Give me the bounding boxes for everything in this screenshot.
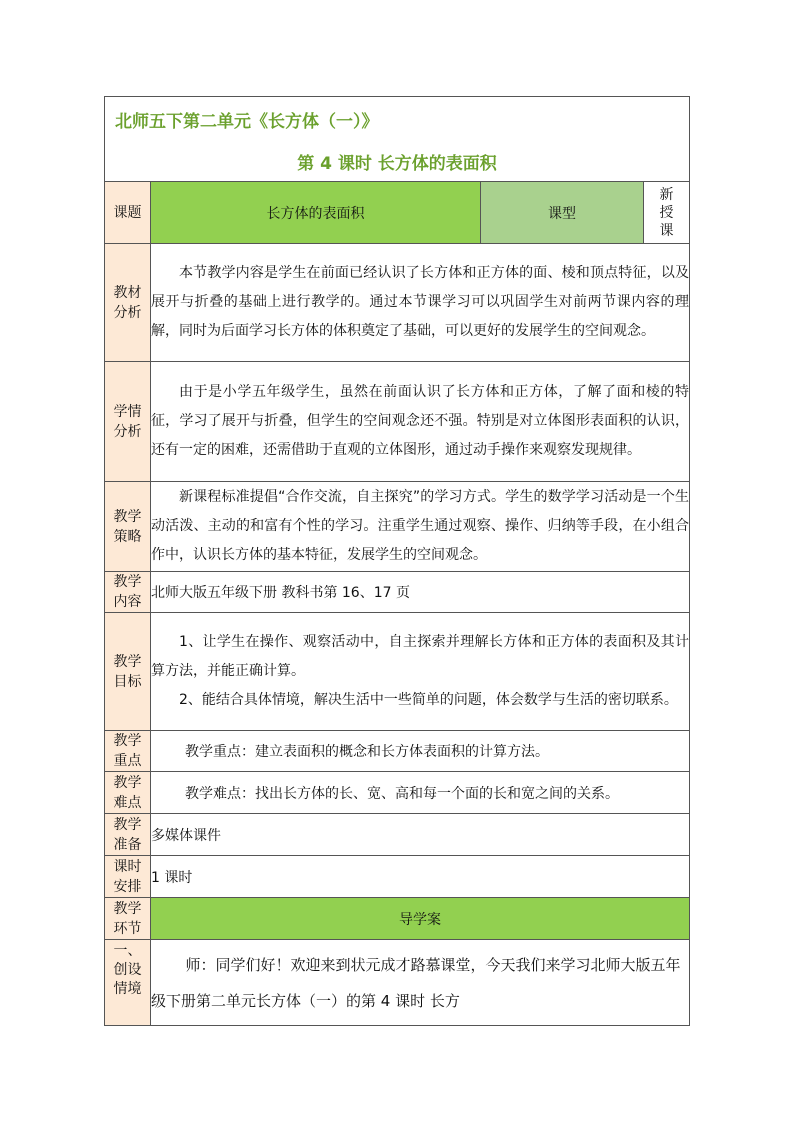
- goals-label: 教学目标: [105, 613, 151, 731]
- hours-label: 课时安排: [105, 856, 151, 898]
- difficulty-text: 教学难点：找出长方体的长、宽、高和每一个面的长和宽之间的关系。: [151, 772, 690, 814]
- document-title: 北师五下第二单元《长方体（一）》: [115, 112, 379, 132]
- difficulty-label: 教学难点: [105, 772, 151, 814]
- analysis-text: 本节教学内容是学生在前面已经认识了长方体和正方体的面、棱和顶点特征，以及展开与折叠的基础上进行教学的。通过本节课学习可以巩固学生对前两节课内容的理解，同时为后面学习长方体的体积奠定了基础，可以更好的发展学生的空间观念。: [151, 265, 689, 339]
- topic-label: 课题: [105, 182, 151, 244]
- intro-text: 师：同学们好！欢迎来到状元成才路慕课堂，今天我们来学习北师大版五年级下册第二单元长方体（一）的第 4 课时 长方: [151, 955, 681, 1010]
- lesson-type-label: 课型: [481, 182, 644, 244]
- intro-text-cell: [151, 940, 690, 1026]
- topic-value: 长方体的表面积: [151, 182, 481, 244]
- learners-text: 由于是小学五年级学生，虽然在前面认识了长方体和正方体，了解了面和棱的特征，学习了展开与折叠，但学生的空间观念还不强。特别是对立体图形表面积的认识，还有一定的困难，还需借助于直观的立体图形，通过动手操作来观察发现规律。: [151, 384, 689, 458]
- goal-item: 2、能结合具体情境，解决生活中一些简单的问题，体会数学与生活的密切联系。: [179, 692, 678, 708]
- intro-label: 一、创设情境: [105, 940, 151, 1026]
- strategy-text-cell: [151, 482, 690, 572]
- stage-label: 教学环节: [105, 898, 151, 940]
- lesson-type-value: 新授课: [644, 182, 690, 244]
- goal-item: 1、让学生在操作、观察活动中，自主探索并理解长方体和正方体的表面积及其计算方法，并能正确计算。: [151, 634, 689, 679]
- strategy-text: 新课程标准提倡“合作交流，自主探究”的学习方式。学生的数学学习活动是一个生动活泼、主动的和富有个性的学习。注重学生通过观察、操作、归纳等手段，在小组合作中，认识长方体的基本特征，发展学生的空间观念。: [151, 489, 689, 563]
- analysis-label: 教材分析: [105, 244, 151, 362]
- header-cell: [105, 97, 690, 182]
- prep-label: 教学准备: [105, 814, 151, 856]
- content-text: 北师大版五年级下册 教科书第 16、17 页: [151, 572, 690, 613]
- hours-text: 1 课时: [151, 856, 690, 898]
- analysis-text-cell: [151, 244, 690, 362]
- stage-text: 导学案: [151, 898, 690, 940]
- key-text: 教学重点：建立表面积的概念和长方体表面积的计算方法。: [151, 731, 690, 772]
- goals-text-cell: [151, 613, 690, 731]
- lesson-subtitle: 第 4 课时 长方体的表面积: [297, 154, 497, 174]
- key-label: 教学重点: [105, 731, 151, 772]
- strategy-label: 教学策略: [105, 482, 151, 572]
- learners-label: 学情分析: [105, 362, 151, 482]
- lesson-plan-table: [104, 96, 690, 1026]
- learners-text-cell: [151, 362, 690, 482]
- content-label: 教学内容: [105, 572, 151, 613]
- prep-text: 多媒体课件: [151, 814, 690, 856]
